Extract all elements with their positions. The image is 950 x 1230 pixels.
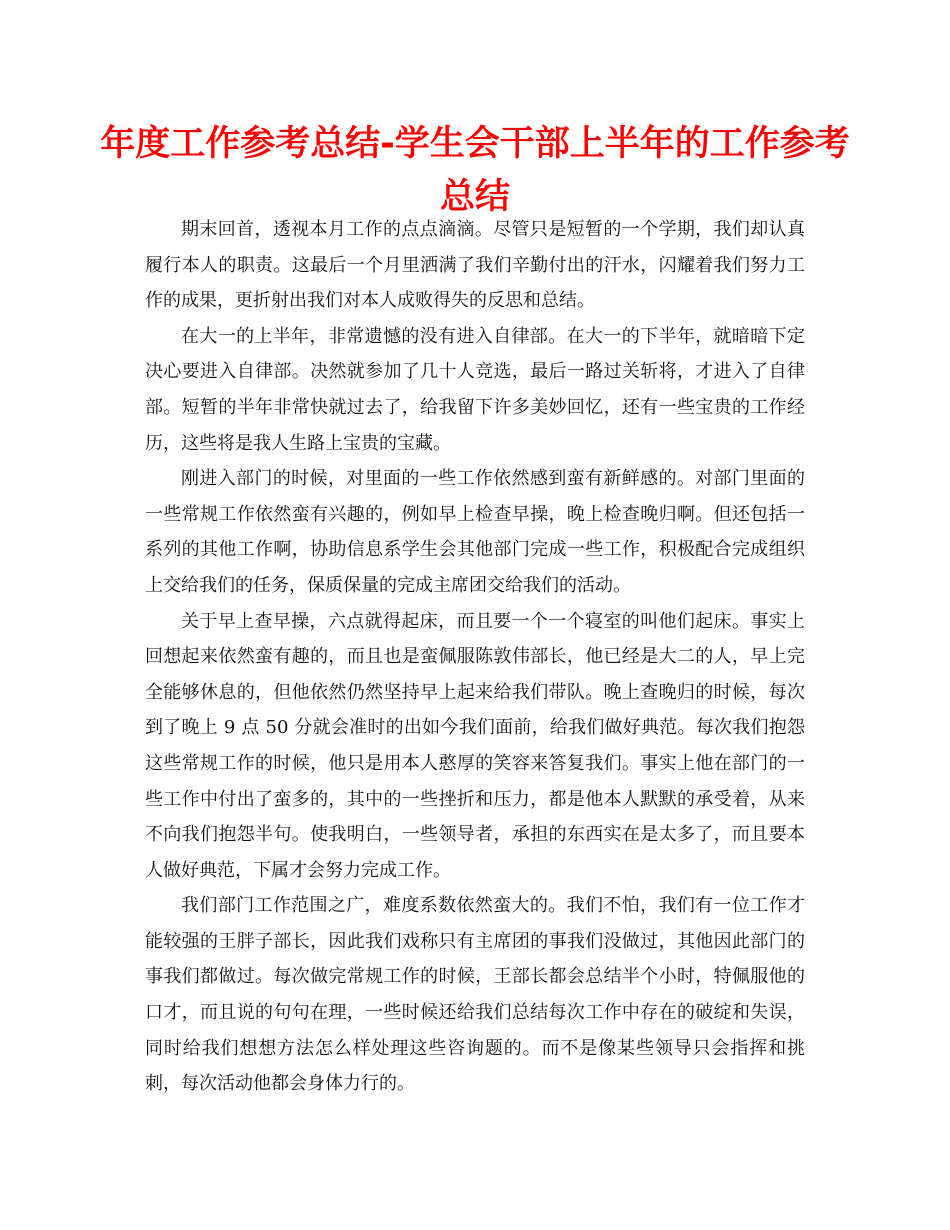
document-body bbox=[145, 212, 805, 1102]
paragraph: 我们部门工作范围之广，难度系数依然蛮大的。我们不怕，我们有一位工作才能较强的王胖子部长，因此我们戏称只有主席团的事我们没做过，其他因此部门的事我们都做过。每次做完常规工作的时候，王部长都会总结半个小时，特佩服他的口才，而且说的句句在理，一些时候还给我们总结每次工作中存在的破绽和失误，同时给我们想想方法怎么样处理这些咨询题的。而不是像某些领导只会指挥和挑刺，每次活动他都会身体力行的。 bbox=[145, 895, 805, 1095]
paragraph: 期末回首，透视本月工作的点点滴滴。尽管只是短暂的一个学期，我们却认真履行本人的职责。这最后一个月里洒满了我们辛勤付出的汗水，闪耀着我们努力工作的成果，更折射出我们对本人成败得失的反思和总结。 bbox=[145, 219, 805, 312]
paragraph: 刚进入部门的时候，对里面的一些工作依然感到蛮有新鲜感的。对部门里面的一些常规工作依然蛮有兴趣的，例如早上检查早操，晚上检查晚归啊。但还包括一系列的其他工作啊，协助信息系学生会其他部门完成一些工作，积极配合完成组织上交给我们的任务，保质保量的完成主席团交给我们的活动。 bbox=[145, 468, 805, 596]
document-title: 年度工作参考总结-学生会干部上半年的工作参考总结 bbox=[100, 124, 850, 217]
paragraph: 关于早上查早操，六点就得起床，而且要一个一个寝室的叫他们起床。事实上回想起来依然蛮有趣的，而且也是蛮佩服陈敦伟部长，他已经是大二的人，早上完全能够休息的，但他依然仍然坚持早上起来给我们带队。晚上查晚归的时候，每次到了晚上 9 点 50 分就会准时的出如今我们面前，给我们做好典范。每次我们抱怨这些常规工作的时候，他只是用本人憨厚的笑容来答复我们。事实上他在部门的一些工作中付出了蛮多的，其中的一些挫折和压力，都是他本人默默的承受着，从来不向我们抱怨半句。使我明白，一些领导者，承担的东西实在是太多了，而且要本人做好典范，下属才会努力完成工作。 bbox=[145, 610, 805, 881]
paragraph: 在大一的上半年，非常遗憾的没有进入自律部。在大一的下半年，就暗暗下定决心要进入自律部。决然就参加了几十人竞选，最后一路过关斩将，才进入了自律部。短暂的半年非常快就过去了，给我留下许多美妙回忆，还有一些宝贵的工作经历，这些将是我人生路上宝贵的宝藏。 bbox=[145, 325, 805, 454]
